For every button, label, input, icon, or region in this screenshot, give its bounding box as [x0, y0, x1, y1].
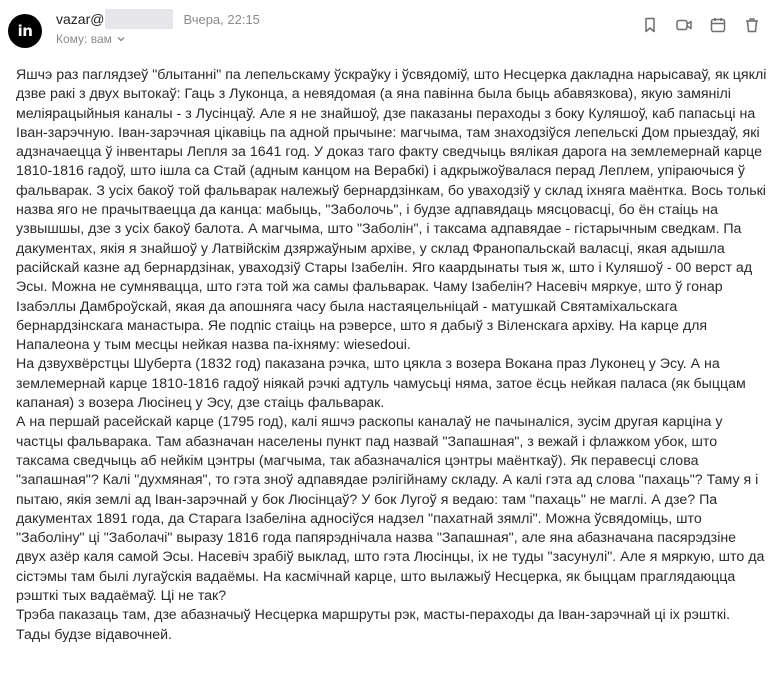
- message-paragraph: А на першай расейскай карце (1795 год), калі яшчэ раскопы каналаў не пачыналіся, зусім другая карціна у частцы фальварака. Там абазначан населены пункт пад назвай "Запашная", з вежай і флажком убок, што таксама сведчыць аб нейкім цэнтры (магчыма, так абазначаліся цэнтры маёнткаў). Як перавесці слова "запашная"? Калі "духмяная", то гэта зноў адпавядае рэлігійнаму складу. А калі гэта ад слова "пахаць"? Таму я і пытаю, якія землі ад Іван-зарэчнай у бок Люсінцаў? У бок Лугоў я ведаю: там "пахаць" не маглі. А дзе? Па дакументах 1891 года, да Старага Ізабеліна адносіўся надзел "пахатнай зямлі". Можна ўсвядоміць, што "Заболіну" ці "Заболачі" выразу 1816 года папярэднічала назва "Запашная", але яна абазначана пасярэдзіне двух азёр каля самой Эсы. Насевіч зрабіў выклад, што гэта Люсінцы, іх не туды "засунулі". Але я мяркую, што да сістэмы там былі лугаўскія вадаёмы. На касмічнай карце, што вылажыў Несцерка, як быццам праглядаюцца рэшткі тых вадаёмаў. Ці не так?: [16, 414, 765, 605]
- message-paragraph: Трэба паказаць там, дзе абазначыў Несцерка маршруты рэк, масты-пераходы да Іван-зарэчнай ці іх рэшткі. Тады будзе відавочней.: [16, 607, 731, 643]
- recipient-row[interactable]: [56, 32, 126, 46]
- message-actions: [633, 14, 769, 36]
- sender-row: [56, 8, 260, 30]
- trash-icon: [743, 16, 761, 34]
- redacted-email: [105, 9, 173, 29]
- bookmark-icon: [641, 16, 659, 34]
- calendar-icon: [709, 16, 727, 34]
- recipient-label: Кому: вам: [56, 32, 112, 46]
- message-header: [0, 0, 769, 60]
- bookmark-button[interactable]: [633, 14, 667, 36]
- message-body: [16, 66, 768, 645]
- avatar[interactable]: in: [8, 14, 42, 48]
- chevron-down-icon: [116, 34, 126, 44]
- sender-name[interactable]: vazar@: [56, 11, 105, 27]
- message-paragraph: Яшчэ раз паглядзеў "блытанні" па лепельскаму ўскраўку і ўсвядоміў, што Несцерка дакладна нарысаваў, як цяклі дзве ракі з двух вытокаў: Гаць з Луконца, а невядомая (а яна павінна была быць абавязкова), якую замянілі меліярацыйныя каналы - з Лусінцаў. Але я не знайшоў, дзе паказаны пераходы з боку Куляшоў, каб папасьці на Іван-зарэчную. Іван-зарэчная цікавіць па адной прычыне: магчыма, там знаходзіўся лепельскі Дом прыездаў, які адзначаецца ў інвентары Лепля за 1641 год. У доказ таго факту сведчыць вялікая дарога на землемернай карце 1810-1816 гадоў, што ішла са Стай (адным канцом на Верабкі) і адкрыжоўвалася перад Леплем, упіраючыся ў фальварак. З усіх бакоў той фальварак належыў бернардзінкам, бо уваходзіў у склад іхняга маёнтка. Вось толькі назва яго не прачытваецца да канца: мабыць, "Заболочь", і будзе адпавядаць мясцовасці, бо ён стаіць на узвышшы, дзе з усіх бакоў балота. А магчыма, што "Заболін", і таксама адпавядае - гістарычным сведкам. Па дакументах, якія я знайшоў у Латвійскім дзяржаўным архіве, у склад Франопальскай валасці, якая адышла расійскай казне ад бернардзінак, уваходзіў Стары Ізабелін. Яго каардынаты тыя ж, што і Куляшоў - 00 верст ад Эсы. Можна не сумнявацца, што гэта той жа самы фальварак. Чаму Ізабелін? Насевіч мяркуе, што ў гонар Ізабэллы Дамброўскай, якая да апошняга часу была настаяцельніцай - матушкай Святаміхальскага бернардзінскага манастыра. Яе подпіс стаіць на рэверсе, што я дабыў з Віленскага архіву. На карце для Напалеона у тым месцы нейкая назва па-іхняму: wiesedoui.: [16, 67, 767, 354]
- message-date: Вчера, 22:15: [183, 11, 260, 27]
- video-button[interactable]: [667, 14, 701, 36]
- message-paragraph: На дзвухвёрстцы Шуберта (1832 год) паказана рэчка, што цякла з возера Вокана праз Луконец у Эсу. А на землемернай карце 1810-1816 гадоў ніякай рэчкі адтуль чамусьці няма, затое ёсць нейкая паласа (як быццам капаная) з возера Люсінец у Эсу, дзе стаіць фальварак.: [16, 356, 746, 412]
- delete-button[interactable]: [735, 14, 769, 36]
- calendar-button[interactable]: [701, 14, 735, 36]
- video-icon: [675, 16, 693, 34]
